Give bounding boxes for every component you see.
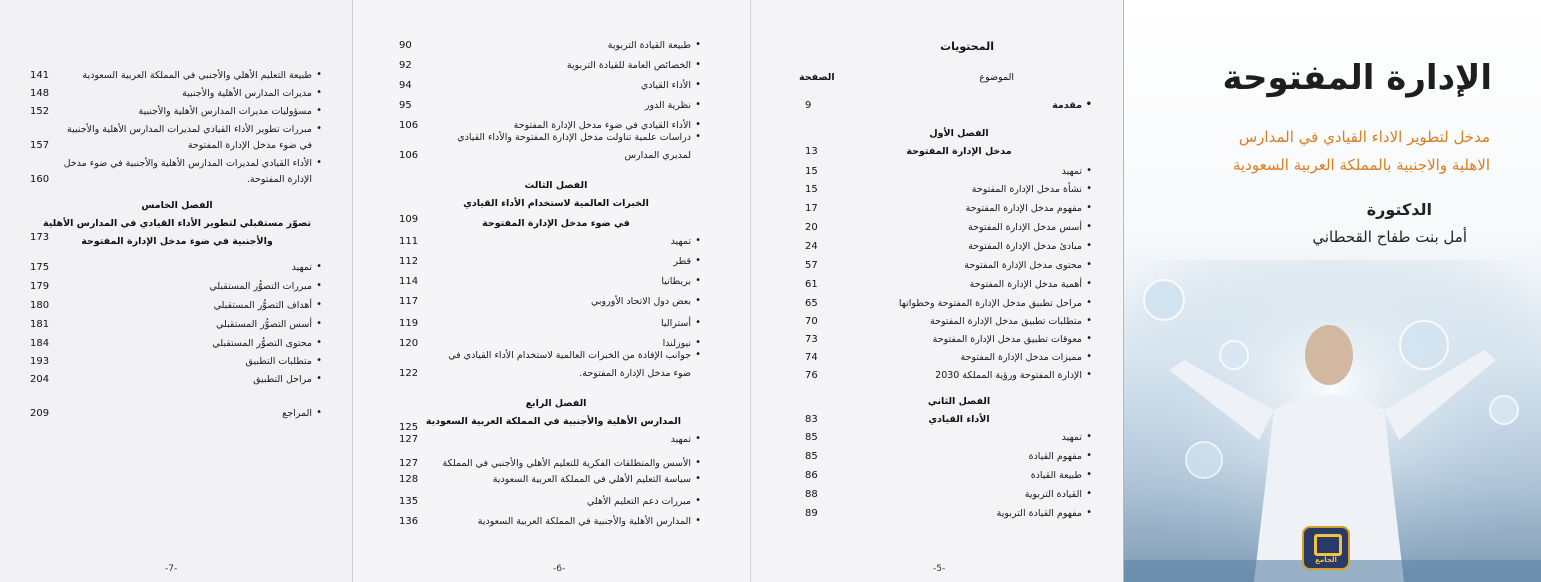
toc-entry — [842, 334, 1082, 348]
toc-entry — [401, 256, 691, 270]
publisher-logo: الجامع — [1302, 526, 1350, 570]
toc-entry — [52, 140, 312, 154]
toc-page-number: 128 — [399, 474, 419, 485]
chapter-heading: في ضوء مدخل الإدارة المفتوحة — [482, 218, 630, 229]
toc-entry-title: الإدارة المفتوحة. — [246, 174, 312, 185]
toc-entry-title: • مفهوم القيادة التربوية — [996, 508, 1082, 519]
toc-entry — [842, 352, 1082, 366]
toc-entry-title: • أسس التصوُّر المستقبلي — [216, 319, 312, 330]
toc-page-number: 76 — [805, 370, 818, 381]
toc-entry — [842, 166, 1082, 180]
toc-entry — [401, 100, 691, 114]
toc-page-number: 119 — [399, 318, 419, 329]
toc-entry-title: • طبيعة القيادة التربوية — [607, 40, 691, 51]
toc-entry — [842, 316, 1082, 330]
chapter-heading: والأجنبية في ضوء مدخل الإدارة المفتوحة — [81, 236, 273, 247]
toc-page-number: 20 — [805, 222, 818, 233]
toc-entry — [52, 281, 312, 295]
chapter-page-number: 109 — [399, 214, 419, 225]
toc-page-number: 17 — [805, 203, 818, 214]
chapter-page-number: 173 — [30, 232, 50, 243]
toc-page-number: 179 — [30, 281, 50, 292]
toc-page-number: 122 — [399, 368, 419, 379]
toc-entry-title: • تمهيد — [670, 434, 691, 445]
toc-page-number: 180 — [30, 300, 50, 311]
toc-entry — [52, 408, 312, 422]
column-page-header: الصفحة — [799, 72, 835, 83]
toc-entry — [52, 374, 312, 388]
toc-entry — [52, 88, 312, 102]
toc-entry — [401, 496, 691, 510]
toc-page-number: 136 — [399, 516, 419, 527]
toc-entry — [52, 338, 312, 352]
toc-page-number: 24 — [805, 241, 818, 252]
column-topic-header: الموضوع — [979, 72, 1014, 83]
page-7 — [0, 0, 352, 582]
toc-page-number: 74 — [805, 352, 818, 363]
toc-entry-title: • جوانب الإفادة من الخبرات العالمية لاستخدام الأداء القيادي في — [448, 350, 691, 361]
toc-entry-title: • القيادة التربوية — [1024, 489, 1082, 500]
toc-entry-title: • تمهيد — [1061, 166, 1082, 177]
chapter-heading: المدارس الأهلية والأجنبية في المملكة العربية السعودية — [425, 416, 681, 427]
toc-entry — [52, 300, 312, 314]
toc-entry — [842, 260, 1082, 274]
toc-entry — [401, 368, 691, 382]
cover-title: الإدارة المفتوحة — [1222, 58, 1492, 98]
toc-entry — [401, 434, 691, 448]
toc-page-number: 88 — [805, 489, 818, 500]
toc-entry-title: • أستراليا — [660, 318, 691, 329]
toc-page-number: 106 — [399, 120, 419, 131]
toc-entry — [401, 40, 691, 54]
toc-page-number: 9 — [805, 100, 812, 111]
cover-author-name: أمل بنت طفاح القحطاني — [1312, 228, 1467, 246]
toc-page-number: 15 — [805, 166, 818, 177]
chapter-heading: الفصل الثاني — [927, 396, 991, 407]
toc-entry-title: • نظرية الدور — [644, 100, 691, 111]
toc-page-number: 85 — [805, 451, 818, 462]
toc-entry — [52, 319, 312, 333]
toc-entry-title: • طبيعة التعليم الأهلي والأجنبي في المملكة العربية السعودية — [82, 70, 312, 81]
toc-page-number: 112 — [399, 256, 419, 267]
toc-entry-title: • مديرات المدارس الأهلية والأجنبية — [182, 88, 312, 99]
toc-entry-title: • متطلبات تطبيق مدخل الإدارة المفتوحة — [930, 316, 1082, 327]
toc-entry — [401, 318, 691, 332]
toc-entry — [52, 356, 312, 370]
chapter-heading: الفصل الخامس — [141, 200, 213, 211]
toc-page-number: 89 — [805, 508, 818, 519]
toc-entry — [401, 80, 691, 94]
cover-author-title: الدكتورة — [1366, 200, 1432, 219]
chapter-page-number: 83 — [805, 414, 818, 425]
toc-entry — [401, 350, 691, 364]
toc-entry-title: • متطلبات التطبيق — [245, 356, 312, 367]
toc-page-number: 184 — [30, 338, 50, 349]
toc-page-number: 160 — [30, 174, 50, 185]
toc-entry — [52, 158, 312, 172]
toc-entry — [842, 370, 1082, 384]
toc-entry — [401, 474, 691, 488]
toc-page-number: 70 — [805, 316, 818, 327]
toc-entry-title: • قطر — [673, 256, 691, 267]
toc-page-number: 135 — [399, 496, 419, 507]
toc-entry-title: • المدارس الأهلية والأجنبية في المملكة العربية السعودية — [477, 516, 691, 527]
toc-entry — [842, 184, 1082, 198]
toc-page-number: 95 — [399, 100, 412, 111]
toc-entry-title: • الأسس والمنطلقات الفكرية للتعليم الأهلي والأجنبي في المملكة — [442, 458, 691, 469]
toc-page-number: 111 — [399, 236, 419, 247]
toc-entry-title: • طبيعة القيادة — [1030, 470, 1082, 481]
chapter-page-number: 125 — [399, 422, 419, 433]
toc-entry-title: • الأداء القيادي في ضوء مدخل الإدارة المفتوحة — [513, 120, 691, 131]
chapter-heading: تصوّر مستقبلي لتطوير الأداء القيادي في المدارس الأهلية — [42, 218, 312, 229]
toc-entry — [842, 432, 1082, 446]
toc-entry — [842, 203, 1082, 217]
toc-entry — [842, 241, 1082, 255]
toc-page-number: 57 — [805, 260, 818, 271]
toc-entry — [401, 132, 691, 146]
toc-entry-title: • تمهيد — [291, 262, 312, 273]
toc-entry-title: • معوقات تطبيق مدخل الإدارة المفتوحة — [932, 334, 1082, 345]
toc-entry — [842, 222, 1082, 236]
toc-entry-title: • مفهوم مدخل الإدارة المفتوحة — [965, 203, 1082, 214]
toc-page-number: 127 — [399, 434, 419, 445]
chapter-heading: الخبرات العالمية لاستخدام الأداء القيادي — [463, 198, 649, 209]
toc-entry — [52, 174, 312, 188]
toc-page-number: 175 — [30, 262, 50, 273]
page-number: -6- — [553, 564, 566, 574]
toc-entry-title: • الخصائص العامة للقيادة التربوية — [566, 60, 691, 71]
cover-subtitle-line2: الاهلية والاجنبية بالمملكة العربية السعودية — [1232, 156, 1490, 174]
toc-entry-title: • أسس مدخل الإدارة المفتوحة — [968, 222, 1082, 233]
toc-entry-title: • الأداء القيادي — [640, 80, 691, 91]
toc-entry-title: في ضوء مدخل الإدارة المفتوحة — [187, 140, 312, 151]
toc-entry — [401, 296, 691, 310]
toc-page-number: 73 — [805, 334, 818, 345]
toc-page-number: 86 — [805, 470, 818, 481]
toc-entry — [401, 236, 691, 250]
toc-entry-title: • أهداف التصوُّر المستقبلي — [213, 300, 312, 311]
toc-entry-title: • دراسات علمية تناولت مدخل الإدارة المفتوحة والأداء القيادي — [457, 132, 691, 143]
toc-entry-title: • بريطانيا — [661, 276, 691, 287]
toc-entry — [401, 60, 691, 74]
chapter-page-number: 13 — [805, 146, 818, 157]
page-5-contents — [750, 0, 1124, 582]
cover-subtitle-line1: مدخل لتطوير الاداء القيادي في المدارس — [1238, 128, 1490, 146]
toc-page-number: 193 — [30, 356, 50, 367]
toc-page-number: 15 — [805, 184, 818, 195]
toc-entry-title: • مبررات التصوُّر المستقبلي — [209, 281, 312, 292]
toc-entry — [842, 279, 1082, 293]
toc-page-number: 152 — [30, 106, 50, 117]
toc-page-number: 117 — [399, 296, 419, 307]
chapter-heading: الفصل الأول — [929, 128, 989, 139]
toc-entry-title: • مراحل تطبيق مدخل الإدارة المفتوحة وخطواتها — [898, 298, 1082, 309]
chapter-heading: مدخل الإدارة المفتوحة — [906, 146, 1012, 157]
toc-page-number: 141 — [30, 70, 50, 81]
toc-entry — [842, 100, 1082, 114]
toc-entry-title: • محتوى التصوُّر المستقبلي — [212, 338, 312, 349]
contents-title: المحتويات — [940, 40, 994, 53]
toc-entry-title: • الأداء القيادي لمديرات المدارس الأهلية والأجنبية في ضوء مدخل — [63, 158, 312, 169]
toc-entry — [401, 458, 691, 472]
toc-page-number: 157 — [30, 140, 50, 151]
toc-page-number: 94 — [399, 80, 412, 91]
toc-entry-title: • محتوى مدخل الإدارة المفتوحة — [964, 260, 1082, 271]
toc-page-number: 106 — [399, 150, 419, 161]
toc-entry-title: • مراحل التطبيق — [253, 374, 312, 385]
toc-entry-title: • تمهيد — [670, 236, 691, 247]
toc-page-number: 120 — [399, 338, 419, 349]
toc-page-number: 85 — [805, 432, 818, 443]
toc-entry-title: • مسؤوليات مديرات المدارس الأهلية والأجنبية — [138, 106, 312, 117]
toc-entry-title: • نشأة مدخل الإدارة المفتوحة — [971, 184, 1082, 195]
chapter-heading: الفصل الرابع — [525, 398, 587, 409]
toc-entry-title: • الإدارة المفتوحة ورؤية المملكة 2030 — [935, 370, 1082, 381]
chapter-heading: الأداء القيادي — [928, 414, 990, 425]
toc-entry-title: • أهمية مدخل الإدارة المفتوحة — [969, 279, 1082, 290]
toc-entry — [401, 276, 691, 290]
toc-entry — [842, 451, 1082, 465]
toc-page-number: 127 — [399, 458, 419, 469]
toc-entry — [52, 124, 312, 138]
toc-entry-title: • مبررات دعم التعليم الأهلي — [586, 496, 691, 507]
chapter-heading: الفصل الثالث — [524, 180, 588, 191]
toc-entry — [52, 262, 312, 276]
page-number: -5- — [933, 564, 946, 574]
toc-page-number: 92 — [399, 60, 412, 71]
toc-entry — [401, 516, 691, 530]
toc-page-number: 61 — [805, 279, 818, 290]
toc-entry — [52, 106, 312, 120]
toc-page-number: 148 — [30, 88, 50, 99]
toc-page-number: 65 — [805, 298, 818, 309]
page-6 — [352, 0, 751, 582]
toc-page-number: 204 — [30, 374, 50, 385]
toc-entry — [52, 70, 312, 84]
toc-page-number: 181 — [30, 319, 50, 330]
toc-page-number: 209 — [30, 408, 50, 419]
toc-entry-title: • سياسة التعليم الأهلي في المملكة العربية السعودية — [492, 474, 691, 485]
toc-entry-title: ضوء مدخل الإدارة المفتوحة. — [579, 368, 691, 379]
toc-entry-title: • بعض دول الاتحاد الأوروبي — [591, 296, 691, 307]
toc-entry — [842, 470, 1082, 484]
toc-entry-title: • المراجع — [282, 408, 312, 419]
book-cover — [1123, 0, 1541, 582]
toc-entry-title: • مبادئ مدخل الإدارة المفتوحة — [968, 241, 1082, 252]
toc-entry — [842, 489, 1082, 503]
toc-entry-title: • مبررات تطوير الأداء القيادي لمديرات المدارس الأهلية والأجنبية — [67, 124, 312, 135]
toc-entry-title: • نيوزلندا — [662, 338, 691, 349]
toc-entry-title: • تمهيد — [1061, 432, 1082, 443]
toc-entry-title: • مقدمة — [1052, 100, 1082, 111]
toc-entry — [842, 298, 1082, 312]
toc-entry-title: لمديري المدارس — [624, 150, 691, 161]
toc-entry — [401, 150, 691, 164]
toc-entry-title: • مميزات مدخل الإدارة المفتوحة — [960, 352, 1082, 363]
page-number: -7- — [165, 564, 178, 574]
toc-page-number: 90 — [399, 40, 412, 51]
toc-entry-title: • مفهوم القيادة — [1028, 451, 1082, 462]
toc-page-number: 114 — [399, 276, 419, 287]
toc-entry — [842, 508, 1082, 522]
